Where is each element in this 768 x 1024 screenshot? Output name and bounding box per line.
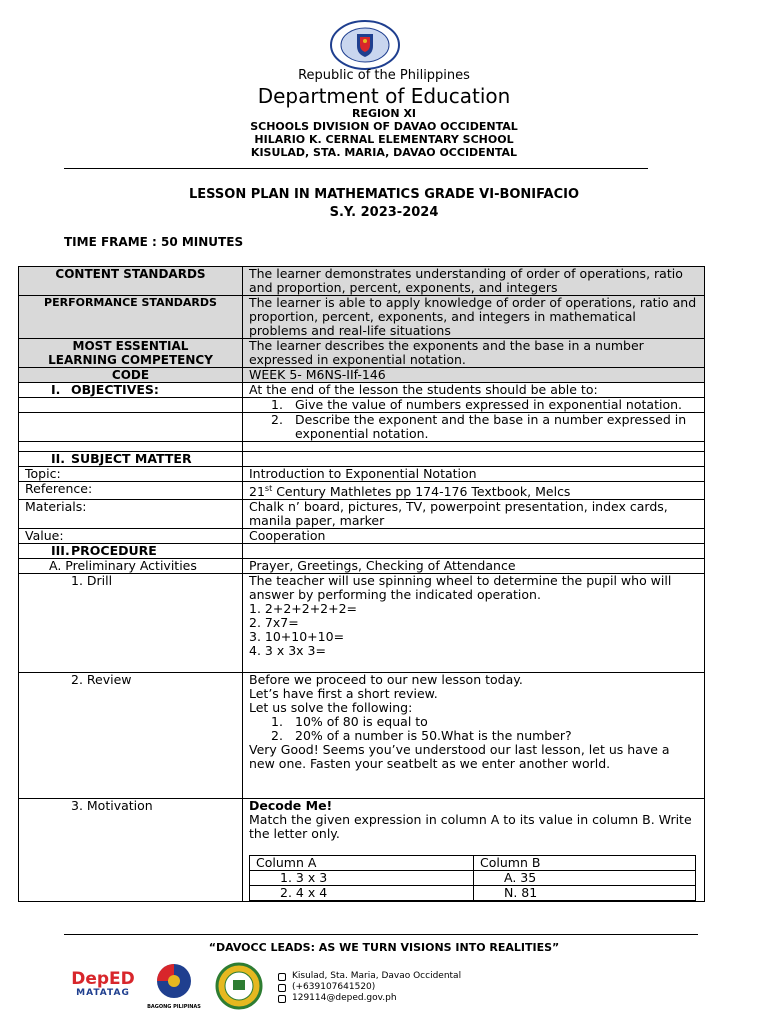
review-item-text: 20% of a number is 50.What is the number? — [295, 728, 572, 744]
procedure-heading: PROCEDURE — [71, 543, 157, 559]
drill-label: 1. Drill — [19, 574, 243, 673]
objective-row — [19, 413, 705, 442]
value-text: Cooperation — [243, 529, 705, 544]
content-standards-row — [19, 267, 705, 296]
objective-text: Describe the exponent and the base in a number expressed in exponential notation. — [295, 412, 687, 441]
procedure-number: III. — [51, 543, 70, 559]
review-line: Let us solve the following: — [249, 700, 413, 716]
motivation-instruction: Match the given expression in column A to its value in column B. Write the letter only. — [249, 812, 692, 842]
melc-label-line2: LEARNING COMPETENCY — [48, 353, 213, 367]
footer-motto: “DAVOCC LEADS: AS WE TURN VISIONS INTO REALITIES” — [208, 941, 560, 954]
code-label: CODE — [19, 368, 243, 383]
objectives-label — [19, 383, 243, 398]
column-b-header: Column B — [474, 856, 696, 871]
procedure-label — [19, 544, 243, 559]
matching-row — [250, 886, 696, 901]
location-icon — [278, 973, 286, 981]
melc-label — [19, 339, 243, 368]
value-label: Value: — [19, 529, 243, 544]
objectives-row — [19, 383, 705, 398]
review-closing: Very Good! Seems you’ve understood our last lesson, let us have a new one. Fasten your seatbelt as we enter another world. — [249, 742, 670, 772]
preliminary-label: A. Preliminary Activities — [19, 559, 243, 574]
review-label: 2. Review — [19, 673, 243, 799]
footer-contact — [278, 971, 461, 1004]
preliminary-row — [19, 559, 705, 574]
performance-standards-text: The learner is able to apply knowledge of order of operations, ratio and proportion, percent, exponents, and integers in mathematical problems and real-life situations — [243, 296, 705, 339]
code-text: WEEK 5- M6NS-IIf-146 — [243, 368, 705, 383]
drill-item: 1. 2+2+2+2+2= — [249, 601, 358, 617]
column-a-cell: 1. 3 x 3 — [250, 871, 474, 886]
objective-item — [243, 413, 705, 442]
reference-label: Reference: — [19, 482, 243, 500]
school-text: HILARIO K. CERNAL ELEMENTARY SCHOOL — [254, 133, 514, 146]
performance-standards-label: PERFORMANCE STANDARDS — [19, 296, 243, 339]
materials-row — [19, 500, 705, 529]
performance-standards-row — [19, 296, 705, 339]
footer-logos — [70, 962, 266, 1010]
department-title: Department of Education — [257, 84, 511, 108]
materials-label: Materials: — [19, 500, 243, 529]
objectives-number: I. — [51, 382, 61, 397]
footer-email: 129114@deped.gov.ph — [292, 993, 397, 1003]
phone-icon — [278, 984, 286, 992]
value-row — [19, 529, 705, 544]
address-text: KISULAD, STA. MARIA, DAVAO OCCIDENTAL — [250, 146, 518, 159]
topic-text: Introduction to Exponential Notation — [243, 467, 705, 482]
subject-matter-number: II. — [51, 451, 66, 466]
review-row — [19, 673, 705, 799]
review-item-number: 1. — [271, 714, 283, 730]
drill-content — [243, 574, 705, 673]
review-content — [243, 673, 705, 799]
footer-address: Kisulad, Sta. Maria, Davao Occidental — [292, 971, 462, 981]
bagong-pilipinas-emblem-icon — [152, 962, 196, 1000]
review-item-text: 10% of 80 is equal to — [295, 714, 428, 730]
procedure-row — [19, 544, 705, 559]
subject-matter-row — [19, 452, 705, 467]
school-seal-icon — [212, 962, 266, 1010]
review-item-number: 2. — [271, 728, 283, 744]
office-lines — [0, 107, 768, 159]
reference-row — [19, 482, 705, 500]
code-row — [19, 368, 705, 383]
review-line: Before we proceed to our new lesson today. — [249, 672, 523, 688]
spacer-row — [19, 442, 705, 452]
matching-table — [249, 855, 696, 901]
time-frame: TIME FRAME : 50 MINUTES — [64, 235, 244, 249]
drill-row — [19, 574, 705, 673]
matching-row — [250, 871, 696, 886]
motivation-content — [243, 799, 705, 902]
objective-number: 2. — [271, 412, 283, 427]
deped-seal-logo — [329, 20, 401, 70]
footer-divider — [64, 934, 698, 935]
header-divider — [64, 168, 648, 169]
column-b-cell: N. 81 — [474, 886, 696, 901]
subject-matter-label — [19, 452, 243, 467]
objective-text: Give the value of numbers expressed in exponential notation. — [295, 397, 682, 412]
objectives-intro: At the end of the lesson the students should be able to: — [243, 383, 705, 398]
content-standards-text: The learner demonstrates understanding of order of operations, ratio and proportion, percent, exponents, and integers — [243, 267, 705, 296]
division-text: SCHOOLS DIVISION OF DAVAO OCCIDENTAL — [250, 120, 518, 133]
subject-matter-heading: SUBJECT MATTER — [71, 451, 192, 466]
footer-phone: (+639107641520) — [292, 982, 376, 992]
melc-row — [19, 339, 705, 368]
melc-label-line1: MOST ESSENTIAL — [72, 339, 189, 353]
region-text: REGION XI — [351, 107, 417, 120]
content-standards-label: CONTENT STANDARDS — [19, 267, 243, 296]
topic-label: Topic: — [19, 467, 243, 482]
objective-number: 1. — [271, 397, 283, 412]
objectives-heading: OBJECTIVES: — [71, 382, 159, 397]
drill-intro: The teacher will use spinning wheel to determine the pupil who will answer by performing the indicated operation. — [249, 573, 672, 603]
column-a-cell: 2. 4 x 4 — [250, 886, 474, 901]
review-line: Let’s have first a short review. — [249, 686, 438, 702]
preliminary-text: Prayer, Greetings, Checking of Attendance — [243, 559, 705, 574]
deped-matatag-logo: DepED MATATAG — [71, 969, 135, 998]
motivation-row — [19, 799, 705, 902]
school-year: S.Y. 2023-2024 — [329, 205, 439, 220]
reference-text: 21st Century Mathletes pp 174-176 Textbook, Melcs — [243, 482, 705, 500]
melc-text: The learner describes the exponents and the base in a number expressed in exponential notation. — [243, 339, 705, 368]
objective-item — [243, 398, 705, 413]
email-icon — [278, 995, 286, 1003]
lesson-plan-table — [18, 266, 705, 902]
drill-item: 3. 10+10+10= — [249, 629, 345, 645]
bagong-pilipinas-logo: BAGONG PILIPINAS — [146, 962, 202, 1010]
lesson-plan-title: LESSON PLAN IN MATHEMATICS GRADE VI-BONIFACIO — [188, 187, 580, 202]
objective-row — [19, 398, 705, 413]
materials-text: Chalk n’ board, pictures, TV, powerpoint presentation, index cards, manila paper, marker — [243, 500, 705, 529]
drill-item: 2. 7x7= — [249, 615, 299, 631]
drill-item: 4. 3 x 3x 3= — [249, 643, 326, 659]
column-a-header: Column A — [250, 856, 474, 871]
matching-header-row — [250, 856, 696, 871]
republic-text: Republic of the Philippines — [298, 68, 470, 83]
topic-row — [19, 467, 705, 482]
column-b-cell: A. 35 — [474, 871, 696, 886]
motivation-label: 3. Motivation — [19, 799, 243, 902]
motivation-heading: Decode Me! — [249, 798, 333, 814]
